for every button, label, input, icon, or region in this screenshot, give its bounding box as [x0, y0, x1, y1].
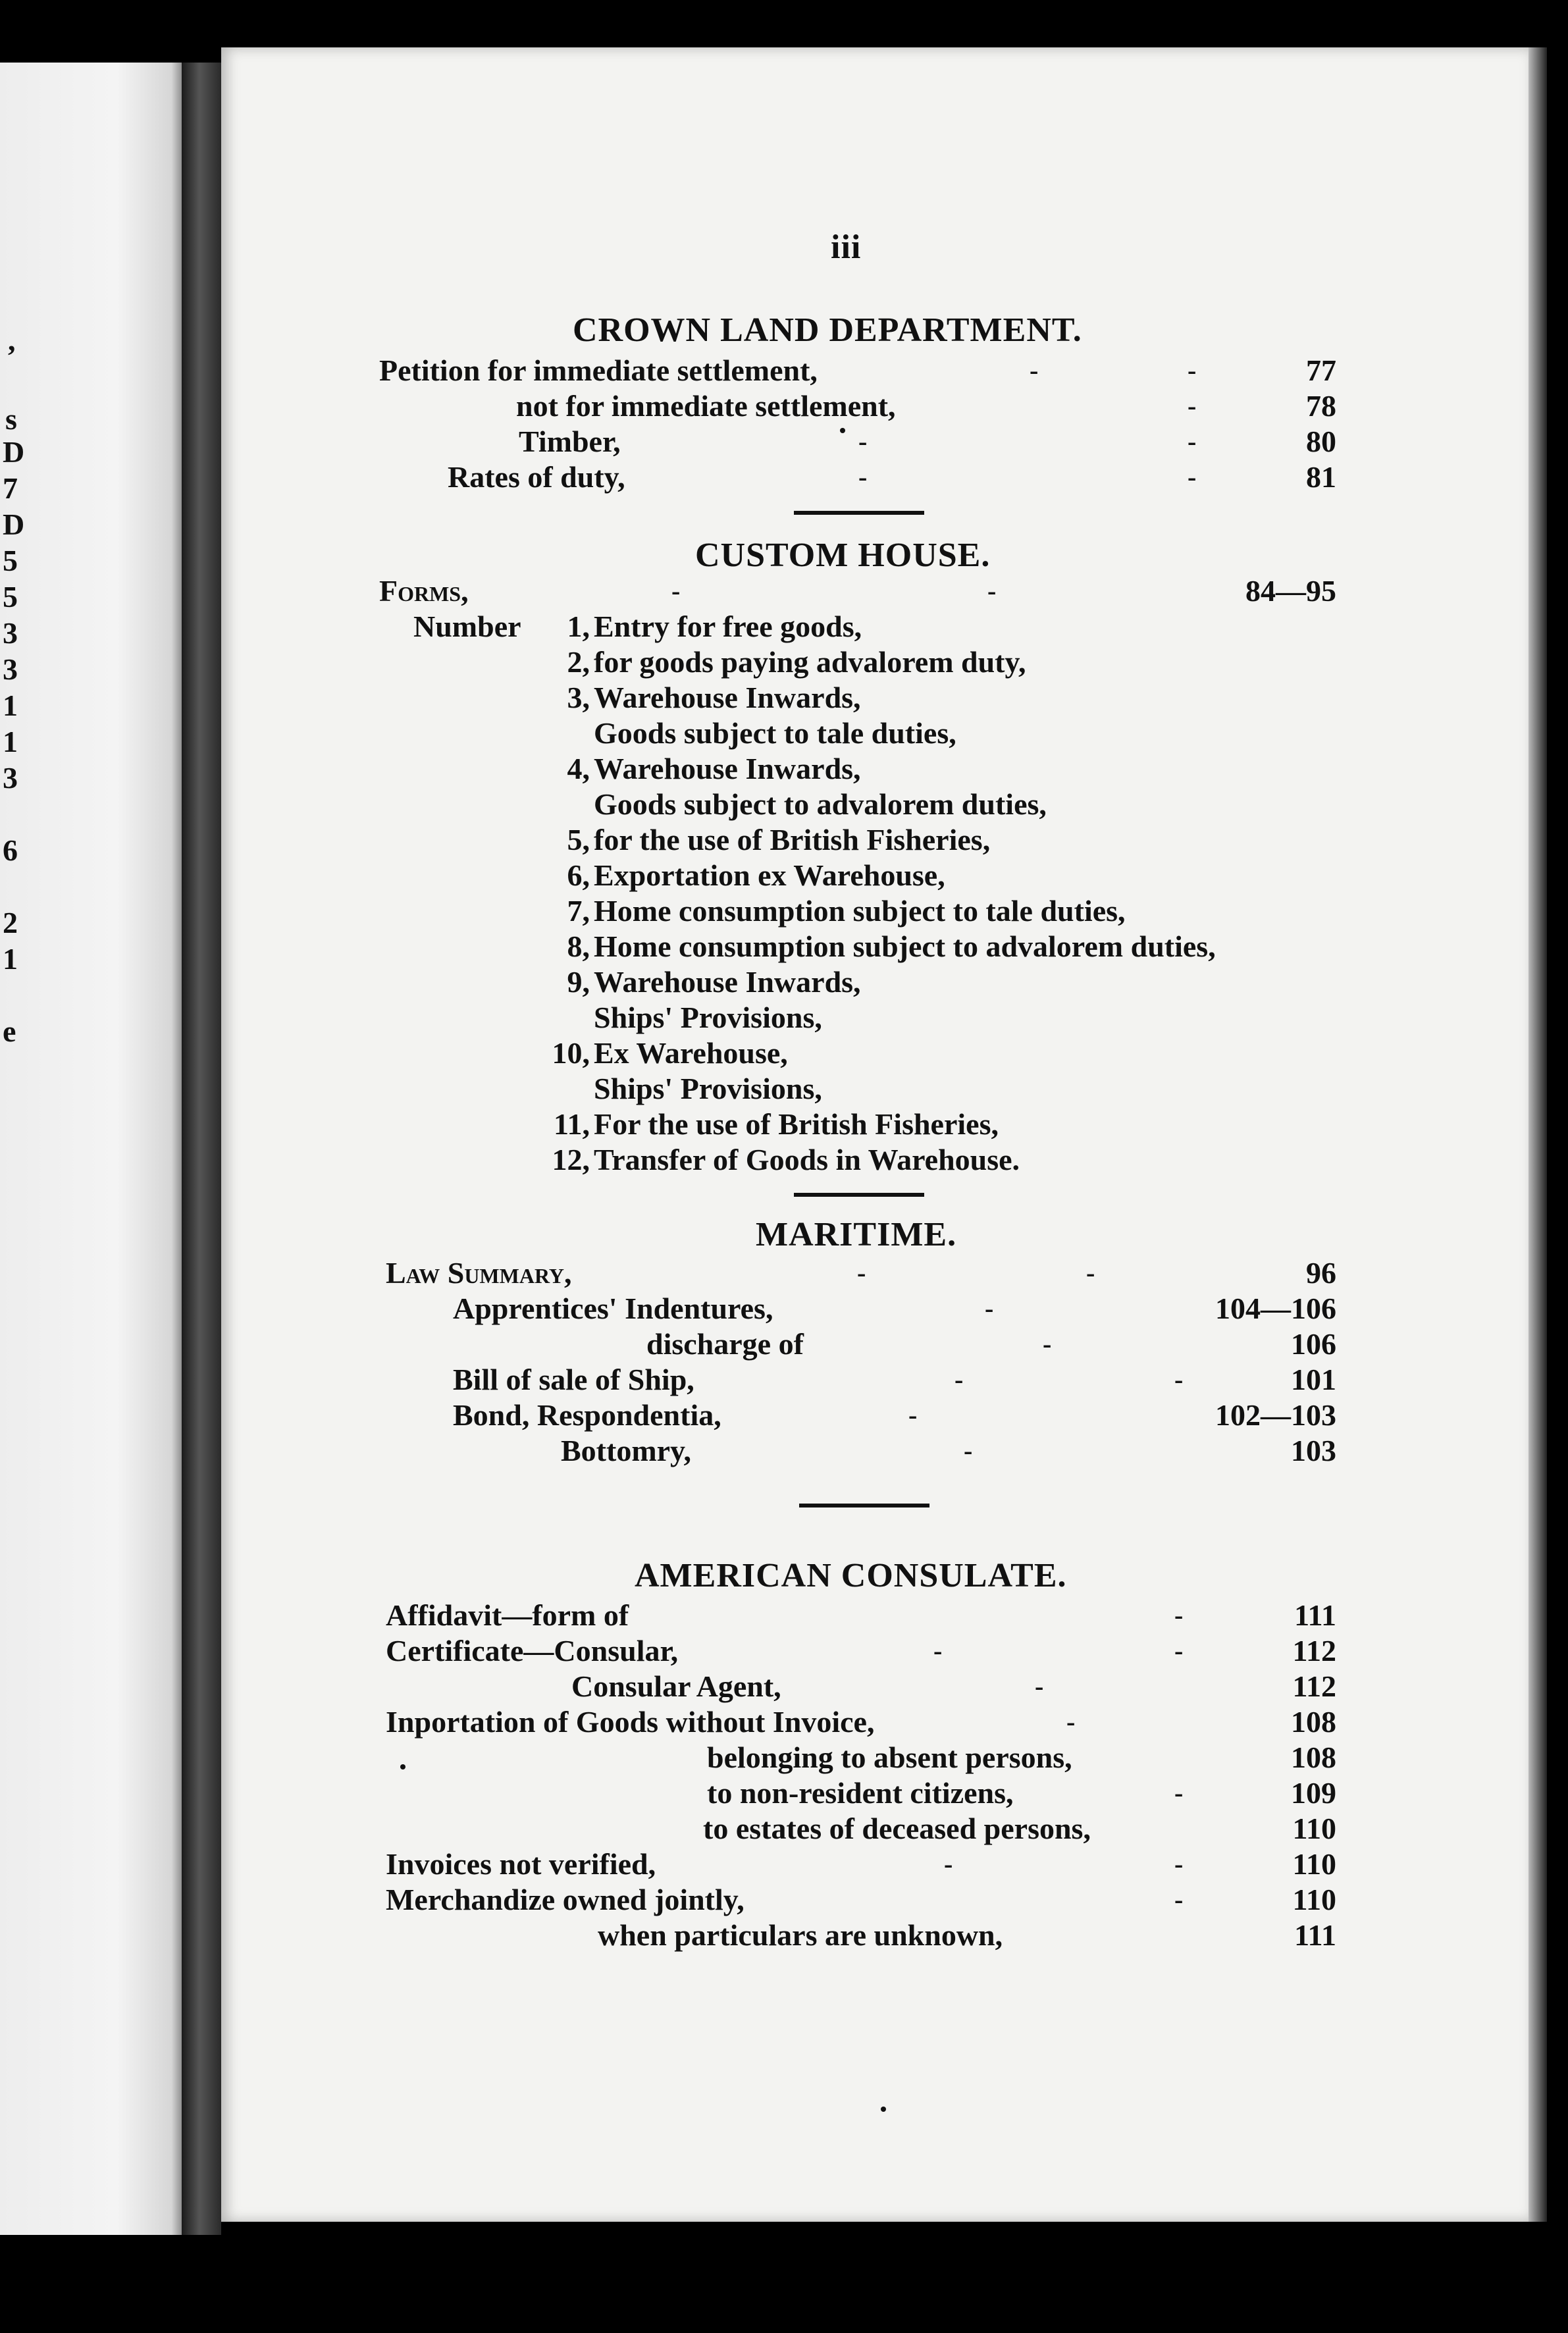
index-entry-label: belonging to absent persons, — [707, 1741, 1072, 1774]
index-entry-label: Bottomry, — [561, 1434, 692, 1467]
leader-dash: - — [1066, 1707, 1076, 1737]
index-entry-label: Affidavit—form of — [386, 1598, 629, 1632]
index-entry-page: 96 — [1306, 1256, 1336, 1290]
form-number: 7, — [567, 894, 590, 928]
book-gutter — [182, 63, 221, 2235]
form-title: Warehouse Inwards, — [594, 681, 861, 714]
left-glyph: 5 — [3, 580, 18, 614]
index-entry-label: Timber, — [519, 425, 621, 458]
left-glyph: 2 — [3, 906, 18, 939]
left-glyph: D — [3, 435, 25, 469]
index-entry-label: Apprentices' Indentures, — [453, 1292, 773, 1325]
leader-dash: - — [1174, 1849, 1184, 1879]
index-entry-page: 80 — [1306, 425, 1336, 458]
index-entry-page: 112 — [1292, 1669, 1336, 1703]
index-entry-page: 110 — [1292, 1847, 1336, 1881]
form-title: Home consumption subject to advalorem duties, — [594, 930, 1216, 963]
form-number: 11, — [554, 1107, 590, 1141]
left-glyph: s — [5, 402, 17, 436]
leader-dash: - — [954, 1365, 964, 1394]
leader-dash: - — [671, 576, 681, 606]
form-title: For the use of British Fisheries, — [594, 1107, 999, 1141]
form-title: Home consumption subject to tale duties, — [594, 894, 1126, 928]
leader-dash: - — [944, 1849, 953, 1879]
form-number: 3, — [567, 681, 590, 714]
left-glyph: 1 — [3, 725, 18, 758]
form-title: Transfer of Goods in Warehouse. — [594, 1143, 1020, 1176]
index-entry-label: Rates of duty, — [448, 460, 625, 494]
leader-dash: - — [1188, 427, 1197, 456]
form-title: Exportation ex Warehouse, — [594, 858, 945, 892]
index-entry-page: 108 — [1291, 1705, 1336, 1739]
index-entry-label: Consular Agent, — [571, 1669, 781, 1703]
leader-dash: - — [985, 1294, 994, 1323]
left-glyph: , — [8, 323, 16, 357]
index-entry-label: not for immediate settlement, — [516, 389, 896, 423]
section-heading-crown-land: CROWN LAND DEPARTMENT. — [573, 311, 1082, 349]
left-glyph: 7 — [3, 471, 18, 505]
page-number: iii — [831, 228, 862, 266]
right-page-edge — [1529, 47, 1547, 2222]
leader-dash: - — [1030, 355, 1039, 385]
form-title: Warehouse Inwards, — [594, 752, 861, 785]
leader-dash: - — [964, 1436, 973, 1465]
leader-dash: - — [1188, 391, 1197, 421]
leader-dash: - — [858, 462, 868, 492]
index-entry-label: Bill of sale of Ship, — [453, 1363, 694, 1396]
left-glyph: 3 — [3, 761, 18, 795]
left-glyph: D — [3, 508, 25, 541]
section-divider — [794, 1193, 924, 1197]
leader-dash: - — [1174, 1365, 1184, 1394]
form-number: 12, — [552, 1143, 590, 1176]
leader-dash: - — [933, 1636, 943, 1665]
leader-dash: - — [1043, 1329, 1052, 1359]
index-entry-page: 111 — [1294, 1598, 1336, 1632]
form-number: 6, — [567, 858, 590, 892]
form-number: 8, — [567, 930, 590, 963]
section-divider — [799, 1504, 929, 1507]
leader-dash: - — [1174, 1778, 1184, 1808]
section-divider — [794, 511, 924, 515]
form-number: 4, — [567, 752, 590, 785]
form-title: Warehouse Inwards, — [594, 965, 861, 999]
form-title: Goods subject to tale duties, — [594, 716, 956, 750]
index-entry-page: 101 — [1291, 1363, 1336, 1396]
form-title: Ships' Provisions, — [594, 1001, 822, 1034]
form-title: for goods paying advalorem duty, — [594, 645, 1026, 679]
form-number: 9, — [567, 965, 590, 999]
left-glyph: 5 — [3, 544, 18, 577]
index-entry-page: 106 — [1291, 1327, 1336, 1361]
index-entry-page: 104—106 — [1215, 1292, 1336, 1325]
leader-dash: - — [1086, 1258, 1095, 1288]
left-glyph: 1 — [3, 689, 18, 722]
leader-dash: - — [1188, 355, 1197, 385]
index-entry-label: Invoices not verified, — [386, 1847, 656, 1881]
number-label: Number — [413, 610, 521, 643]
index-entry-page: 111 — [1294, 1918, 1336, 1952]
leader-dash: - — [857, 1258, 866, 1288]
section-heading-custom-house: CUSTOM HOUSE. — [695, 537, 991, 574]
leader-dash: - — [1035, 1671, 1044, 1701]
index-entry-label: Bond, Respondentia, — [453, 1398, 721, 1432]
left-glyph: 1 — [3, 942, 18, 976]
index-entry-label: Inportation of Goods without Invoice, — [386, 1705, 875, 1739]
leader-dash: - — [1188, 462, 1197, 492]
print-speck — [840, 428, 845, 433]
form-title: Entry for free goods, — [594, 610, 862, 643]
index-entry-label: Merchandize owned jointly, — [386, 1883, 745, 1916]
left-page-edge — [0, 63, 195, 2235]
index-entry-page: 110 — [1292, 1883, 1336, 1916]
left-glyph: e — [3, 1014, 16, 1048]
leader-dash: - — [858, 427, 868, 456]
form-number: 1, — [567, 610, 590, 643]
leader-dash: - — [1174, 1600, 1184, 1630]
index-entry-page: 103 — [1291, 1434, 1336, 1467]
print-speck — [881, 2107, 886, 2112]
index-entry-label: when particulars are unknown, — [598, 1918, 1003, 1952]
left-glyph: 3 — [3, 616, 18, 650]
form-title: Ships' Provisions, — [594, 1072, 822, 1105]
left-glyph: 6 — [3, 833, 18, 867]
form-title: Goods subject to advalorem duties, — [594, 787, 1047, 821]
form-title: Ex Warehouse, — [594, 1036, 788, 1070]
form-number: 2, — [567, 645, 590, 679]
index-entry-page: 102—103 — [1215, 1398, 1336, 1432]
index-entry-page: 81 — [1306, 460, 1336, 494]
print-speck — [400, 1764, 405, 1769]
leader-dash: - — [987, 576, 997, 606]
form-number: 10, — [552, 1036, 590, 1070]
index-entry-label: Petition for immediate settlement, — [379, 354, 818, 387]
section-heading-american-consulate: AMERICAN CONSULATE. — [635, 1557, 1067, 1594]
leader-dash: - — [908, 1400, 918, 1430]
leader-dash: - — [1174, 1636, 1184, 1665]
left-glyph: 3 — [3, 652, 18, 686]
forms-pages: 84—95 — [1245, 574, 1336, 608]
leader-dash: - — [1174, 1885, 1184, 1914]
index-entry-label: to non-resident citizens, — [707, 1776, 1014, 1810]
index-entry-page: 108 — [1291, 1741, 1336, 1774]
forms-label: Forms, — [379, 574, 469, 608]
index-entry-label: Certificate—Consular, — [386, 1634, 679, 1667]
index-entry-label: to estates of deceased persons, — [703, 1812, 1091, 1845]
form-number: 5, — [567, 823, 590, 856]
index-entry-page: 109 — [1291, 1776, 1336, 1810]
index-entry-label: discharge of — [646, 1327, 804, 1361]
index-entry-label: Law Summary, — [386, 1256, 572, 1290]
form-title: for the use of British Fisheries, — [594, 823, 991, 856]
index-entry-page: 110 — [1292, 1812, 1336, 1845]
index-entry-page: 78 — [1306, 389, 1336, 423]
index-entry-page: 77 — [1306, 354, 1336, 387]
section-heading-maritime: MARITIME. — [756, 1216, 957, 1253]
index-entry-page: 112 — [1292, 1634, 1336, 1667]
